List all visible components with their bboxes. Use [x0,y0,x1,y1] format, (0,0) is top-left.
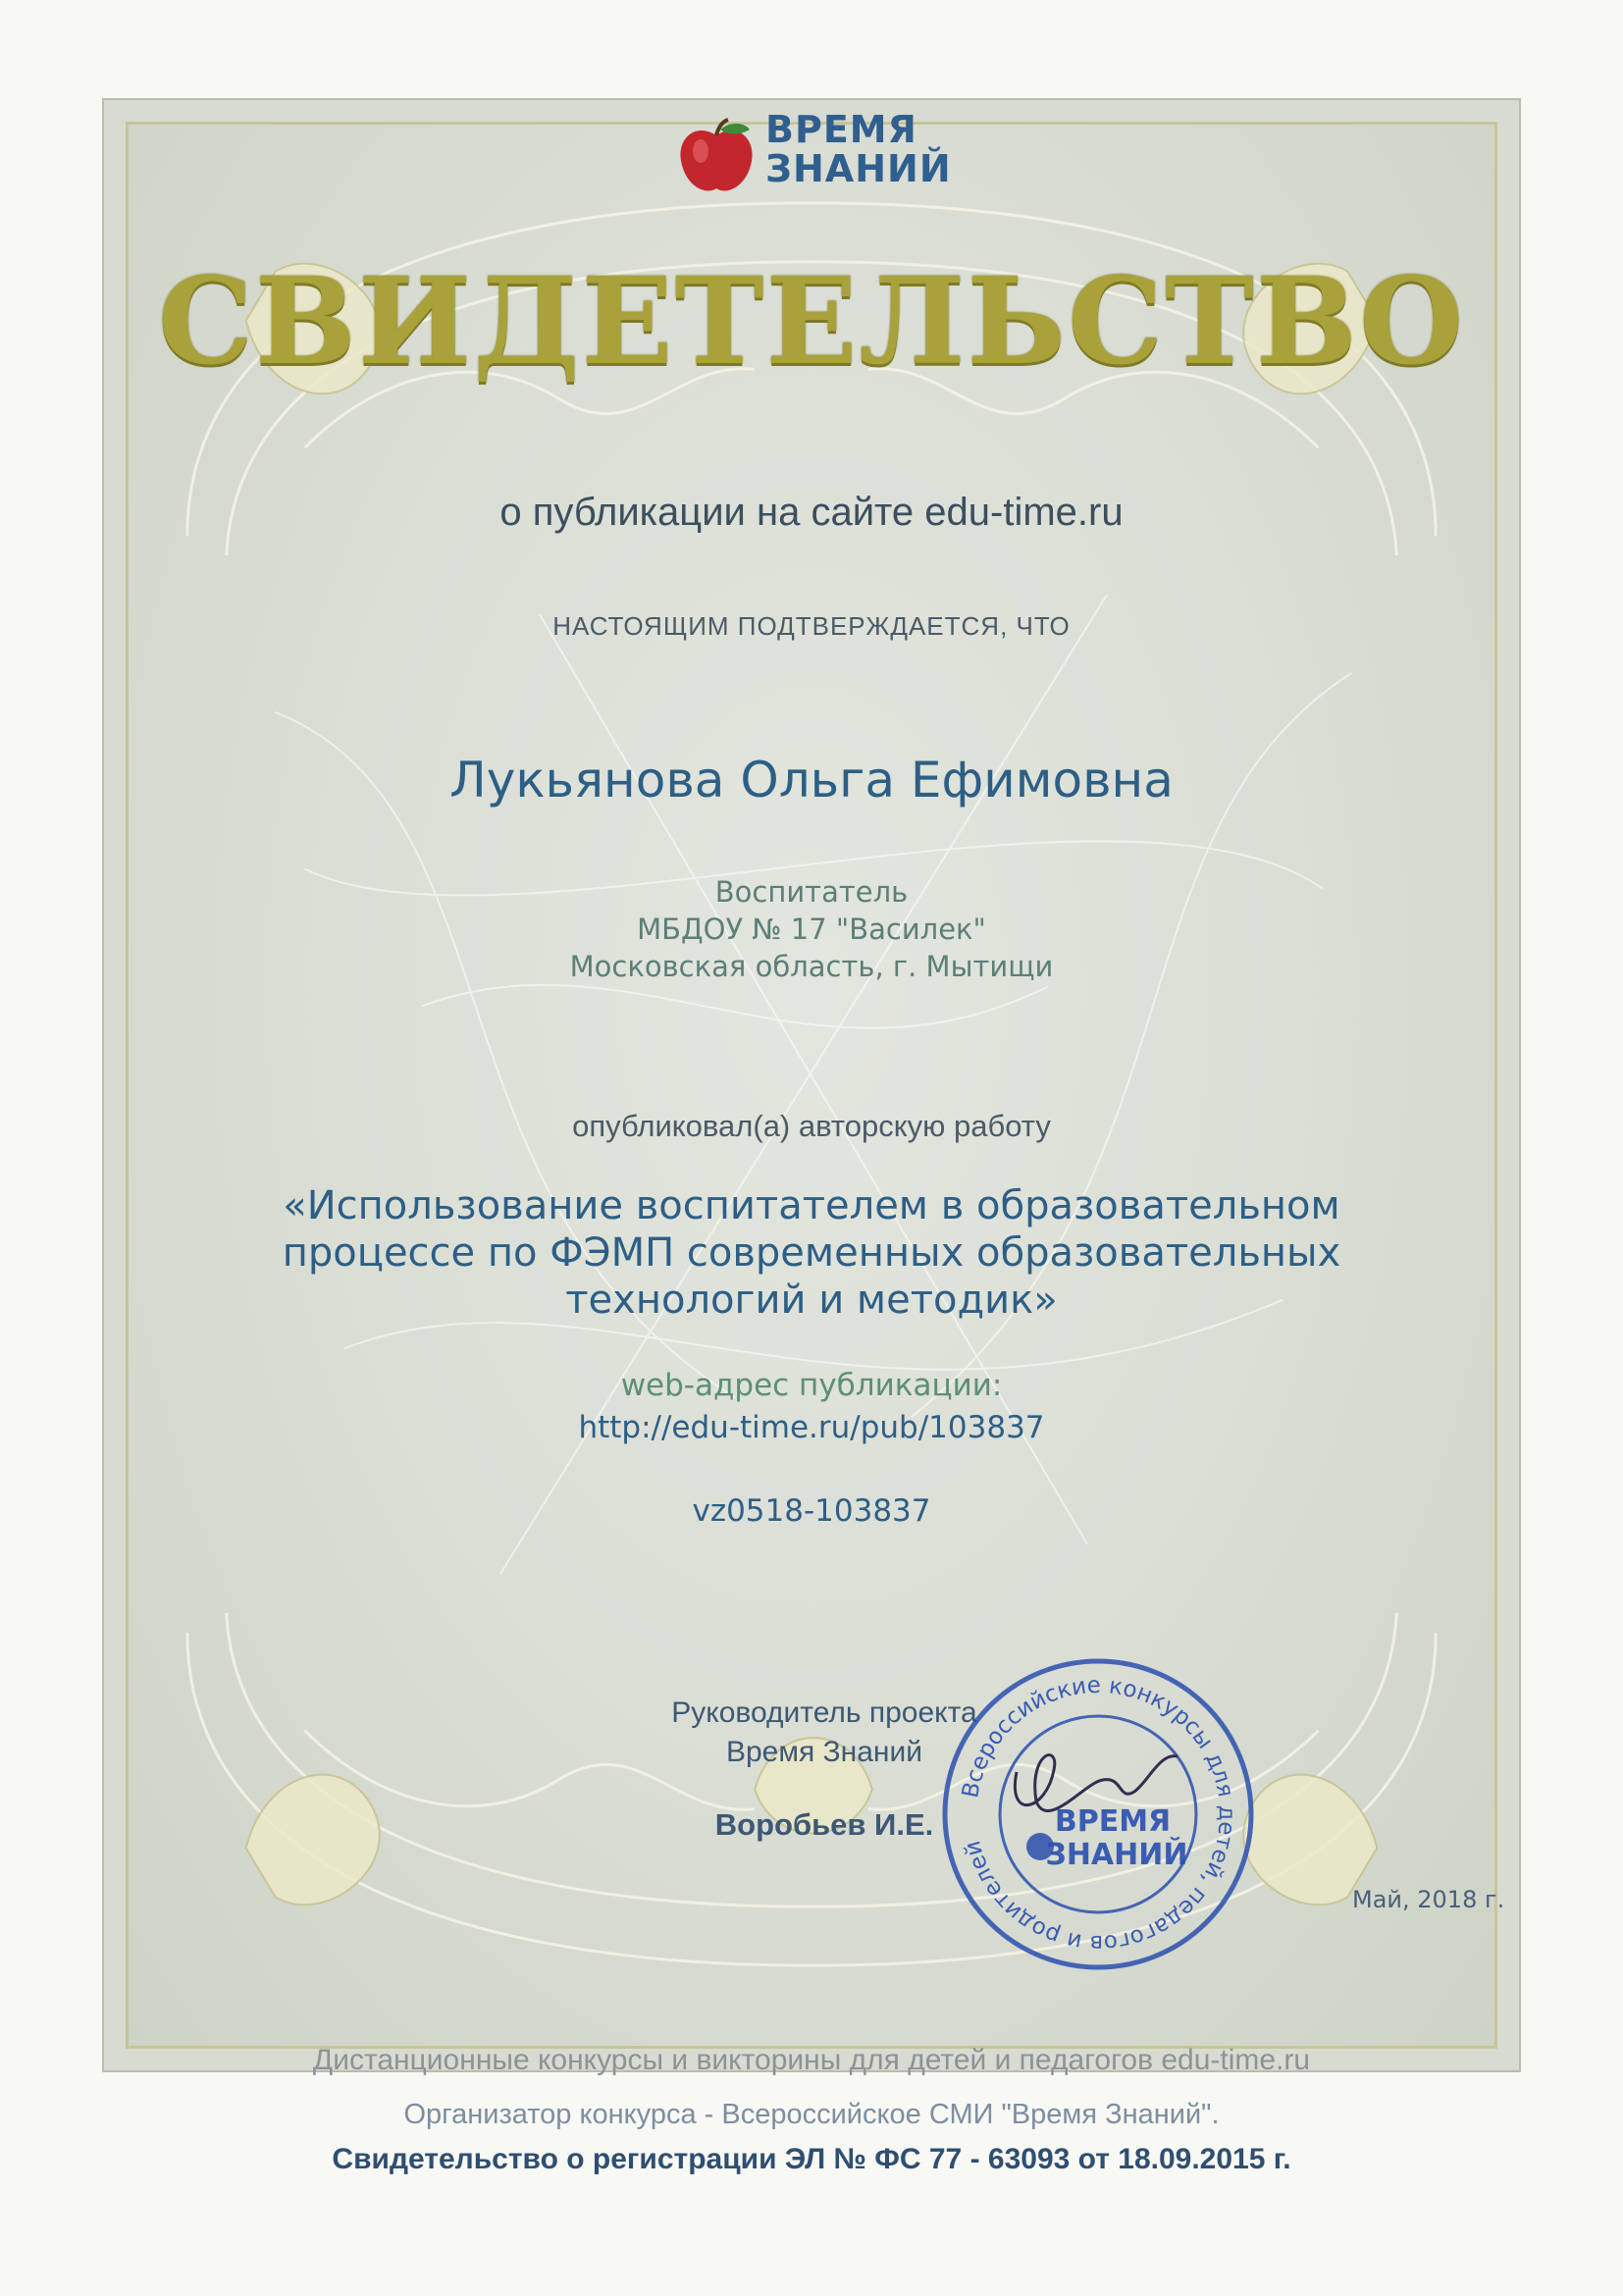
stamp-center-line1: ВРЕМЯ [1054,1804,1172,1839]
web-address-label: web-адрес публикации: [620,1368,1003,1403]
stamp-ring-text: Всероссийские конкурсы для детей, педагогов и родителей [958,1672,1240,1957]
footer-line-1: Дистанционные конкурсы и викторины для детей и педагогов edu-time.ru [312,2044,1311,2076]
publication-url[interactable]: http://edu-time.ru/pub/103837 [578,1410,1045,1445]
official-stamp [938,1654,1258,1974]
published-text: опубликовал(а) авторскую работу [572,1109,1051,1143]
recipient-position: Воспитатель [714,875,909,909]
handwritten-signature [1015,1755,1178,1811]
footer-registration: Свидетельство о регистрации ЭЛ № ФС 77 - 63093 от 18.09.2015 г. [332,2143,1291,2175]
brand-logo [675,106,969,196]
certificate-subtitle: о публикации на сайте edu-time.ru [499,491,1124,534]
publication-code: vz0518-103837 [692,1493,931,1529]
work-title: «Использование воспитателем в образовательном процессе по ФЭМП современных образовательных технологий и методик» [282,1183,1341,1323]
signature-role-line2: Время Знаний [725,1736,923,1768]
brand-logo-line2: ЗНАНИЙ [765,147,952,190]
signatory-name: Воробьев И.Е. [714,1807,934,1842]
recipient-name: Лукьянова Ольга Ефимовна [449,752,1174,809]
footer-line-2: Организатор конкурса - Всероссийское СМИ "Время Знаний". [403,2099,1220,2130]
issue-date: Май, 2018 г. [1352,1886,1505,1913]
confirmation-text: НАСТОЯЩИМ ПОДТВЕРЖДАЕТСЯ, ЧТО [552,611,1071,641]
brand-logo-line1: ВРЕМЯ [765,108,917,151]
certificate-title: СВИДЕТЕЛЬСТВО [157,250,1466,391]
recipient-details [0,873,1623,985]
apple-icon [675,118,758,196]
recipient-location: Московская область, г. Мытищи [569,950,1054,983]
recipient-organization: МБДОУ № 17 "Василек" [637,913,986,946]
signature-role-line1: Руководитель проекта [671,1696,977,1729]
certificate-frame [102,98,1521,2072]
brand-logo-text [765,110,952,188]
stamp-center-line2: ЗНАНИЙ [1045,1838,1188,1872]
